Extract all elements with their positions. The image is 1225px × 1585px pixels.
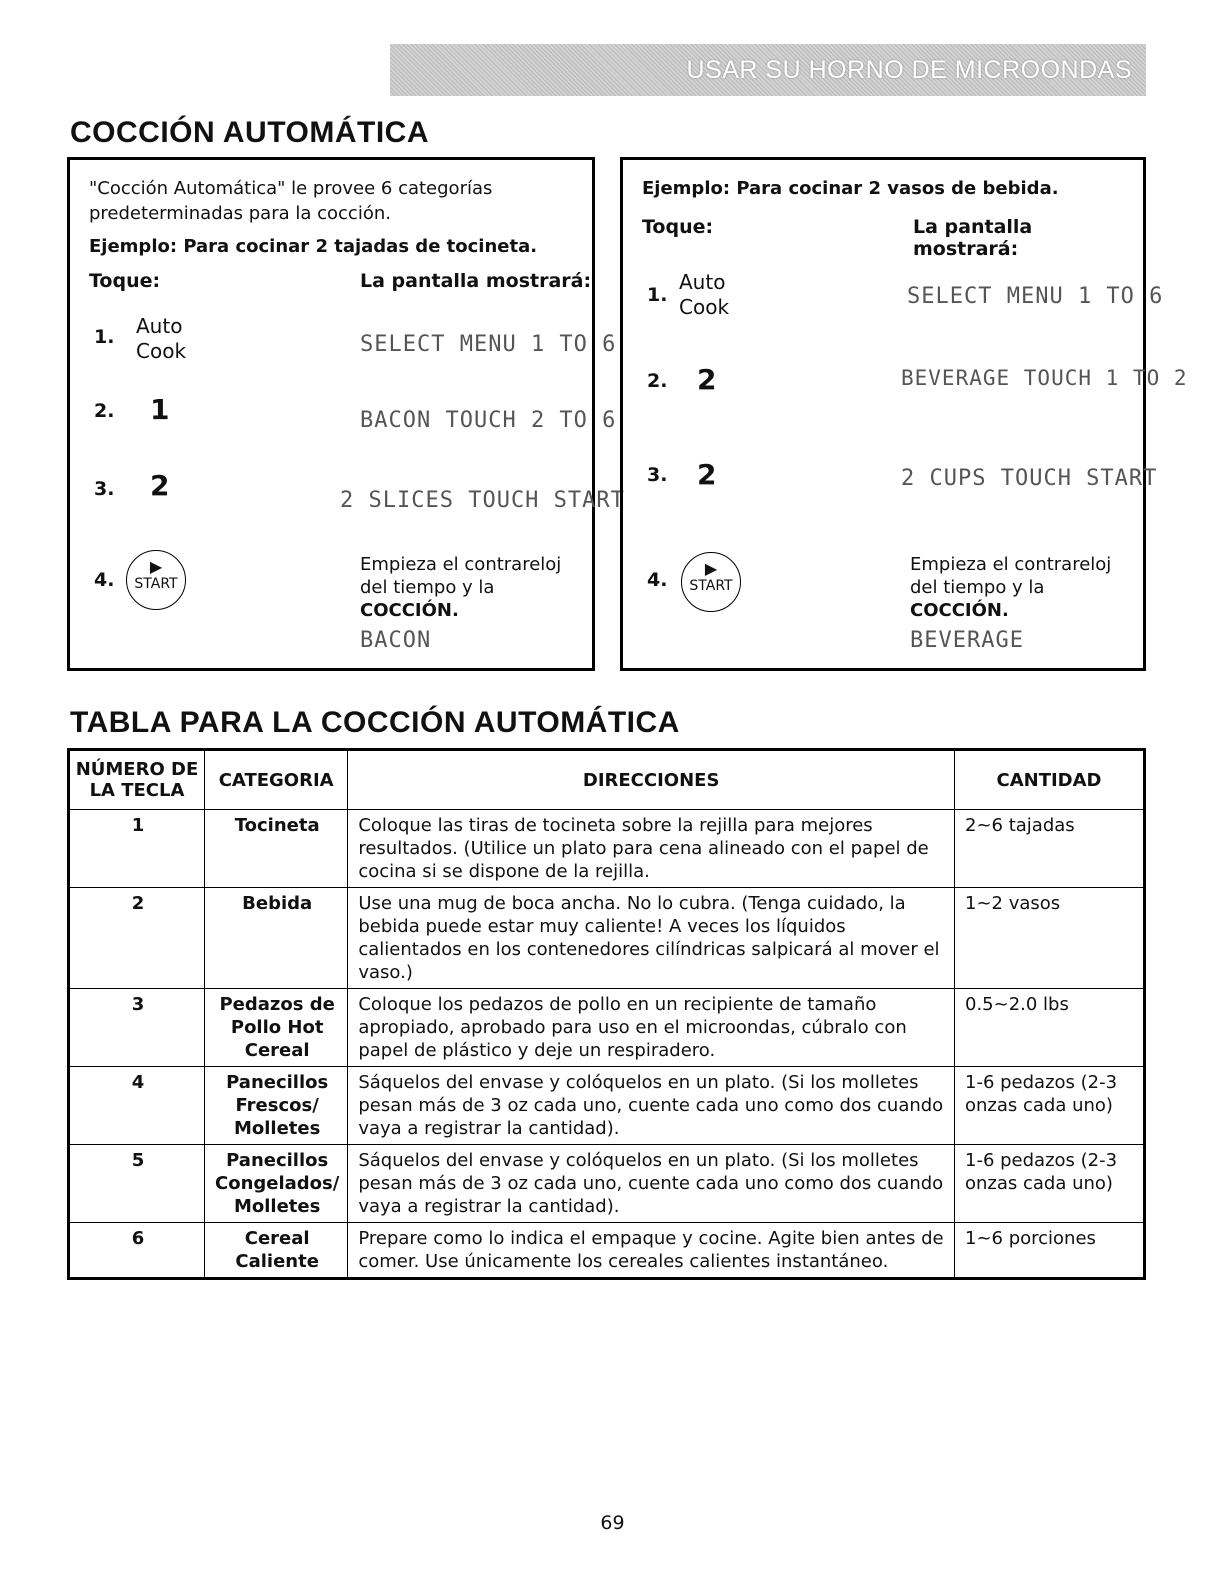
directions: Sáquelos del envase y colóquelos en un plato. (Si los molletes pesan más de 3 oz cada uno, cuente cada uno como dos cuando vaya a registrar la cantidad). — [348, 1145, 955, 1223]
step-number: 1. — [647, 284, 668, 306]
left-example-box — [67, 157, 625, 671]
lcd-display: BACON TOUCH 2 TO 6 — [360, 408, 617, 433]
number-key: 2 — [697, 363, 717, 396]
quantity: 1-6 pedazos (2-3 onzas cada uno) — [955, 1145, 1145, 1223]
table-row — [69, 888, 1145, 989]
directions: Prepare como lo indica el empaque y cocine. Agite bien antes de comer. Use únicamente los cereales calientes instantáneo. — [348, 1223, 955, 1279]
key-number: 6 — [69, 1223, 205, 1279]
step-number: 4. — [94, 569, 115, 591]
display-header: La pantalla mostrará: — [913, 216, 1033, 260]
step-number: 2. — [647, 370, 668, 392]
step-number: 1. — [94, 326, 115, 348]
example-text: Ejemplo: Para cocinar 2 vasos de bebida. — [642, 178, 1059, 199]
right-example-box — [620, 157, 1188, 671]
display-header: La pantalla mostrará: — [360, 270, 592, 292]
intro-text: "Cocción Automática" le provee 6 categorías predeterminadas para la cocción. — [89, 178, 493, 224]
quantity: 1~2 vasos — [955, 888, 1145, 989]
step-number: 2. — [94, 400, 115, 422]
section-title-auto-cook: COCCIÓN AUTOMÁTICA — [70, 116, 429, 149]
directions: Coloque las tiras de tocineta sobre la rejilla para mejores resultados. (Utilice un plato para cena alineado con el papel de cocina si se dispone de la rejilla. — [348, 810, 955, 888]
start-button-icon — [126, 550, 186, 610]
number-key: 1 — [150, 393, 170, 426]
step-number: 4. — [647, 569, 668, 591]
lcd-display: BEVERAGE TOUCH 1 TO 2 — [901, 366, 1188, 390]
step-description — [360, 553, 585, 622]
directions: Use una mug de boca ancha. No lo cubra. (Tenga cuidado, la bebida puede estar muy caliente! A veces los líquidos calientados en los contenedores cilíndricas salpicará al mover el vaso.) — [348, 888, 955, 989]
banner-text: USAR SU HORNO DE MICROONDAS — [686, 55, 1132, 84]
lcd-display: SELECT MENU 1 TO 6 — [907, 284, 1164, 309]
table-header-row — [69, 750, 1145, 810]
section-title-auto-cook-table: TABLA PARA LA COCCIÓN AUTOMÁTICA — [70, 706, 680, 739]
directions: Sáquelos del envase y colóquelos en un plato. (Si los molletes pesan más de 3 oz cada uno, cuente cada uno como dos cuando vaya a registrar la cantidad). — [348, 1067, 955, 1145]
play-icon: ▶ — [704, 559, 718, 578]
lcd-display: BACON — [360, 628, 432, 653]
header-category: CATEGORIA — [205, 750, 348, 810]
header-directions: DIRECCIONES — [348, 750, 955, 810]
auto-cook-key: Auto Cook — [679, 270, 730, 319]
category: Panecillos Congelados/ Molletes — [205, 1145, 348, 1223]
step-number: 3. — [647, 464, 668, 486]
description-text: Empieza el contrareloj del tiempo y la — [360, 554, 562, 598]
touch-header: Toque: — [89, 270, 161, 292]
header-quantity: CANTIDAD — [955, 750, 1145, 810]
table-row — [69, 1145, 1145, 1223]
category: Cereal Caliente — [205, 1223, 348, 1279]
auto-cook-table — [67, 748, 1146, 1280]
lcd-display: 2 CUPS TOUCH START — [901, 466, 1158, 491]
header-key-number: NÚMERO DE LA TECLA — [69, 750, 205, 810]
category: Bebida — [205, 888, 348, 989]
key-number: 4 — [69, 1067, 205, 1145]
category: Tocineta — [205, 810, 348, 888]
table-row — [69, 1067, 1145, 1145]
quantity: 1~6 porciones — [955, 1223, 1145, 1279]
quantity: 2~6 tajadas — [955, 810, 1145, 888]
table-row — [69, 989, 1145, 1067]
key-number: 5 — [69, 1145, 205, 1223]
start-label: START — [689, 578, 733, 594]
auto-cook-key: Auto Cook — [136, 314, 187, 363]
step-description — [910, 553, 1135, 622]
category: Pedazos de Pollo Hot Cereal — [205, 989, 348, 1067]
quantity: 0.5~2.0 lbs — [955, 989, 1145, 1067]
lcd-display: 2 SLICES TOUCH START — [340, 488, 625, 513]
touch-header: Toque: — [642, 216, 714, 238]
key-number: 3 — [69, 989, 205, 1067]
example-text: Ejemplo: Para cocinar 2 tajadas de tocineta. — [89, 236, 538, 257]
quantity: 1-6 pedazos (2-3 onzas cada uno) — [955, 1067, 1145, 1145]
number-key: 2 — [150, 469, 170, 502]
lcd-display: BEVERAGE — [910, 628, 1024, 653]
play-icon: ▶ — [149, 557, 163, 576]
directions: Coloque los pedazos de pollo en un recipiente de tamaño apropiado, aprobado para uso en el microondas, cúbralo con papel de plástico y deje un respiradero. — [348, 989, 955, 1067]
lcd-display: SELECT MENU 1 TO 6 — [360, 332, 617, 357]
number-key: 2 — [697, 458, 717, 491]
description-bold: COCCIÓN. — [360, 600, 459, 621]
section-banner — [390, 44, 1146, 96]
start-button-icon — [681, 552, 741, 612]
key-number: 1 — [69, 810, 205, 888]
step-number: 3. — [94, 478, 115, 500]
key-number: 2 — [69, 888, 205, 989]
table-row — [69, 810, 1145, 888]
description-bold: COCCIÓN. — [910, 600, 1009, 621]
start-label: START — [134, 576, 178, 592]
category: Panecillos Frescos/ Molletes — [205, 1067, 348, 1145]
table-row — [69, 1223, 1145, 1279]
page-number: 69 — [600, 1512, 625, 1534]
description-text: Empieza el contrareloj del tiempo y la — [910, 554, 1112, 598]
